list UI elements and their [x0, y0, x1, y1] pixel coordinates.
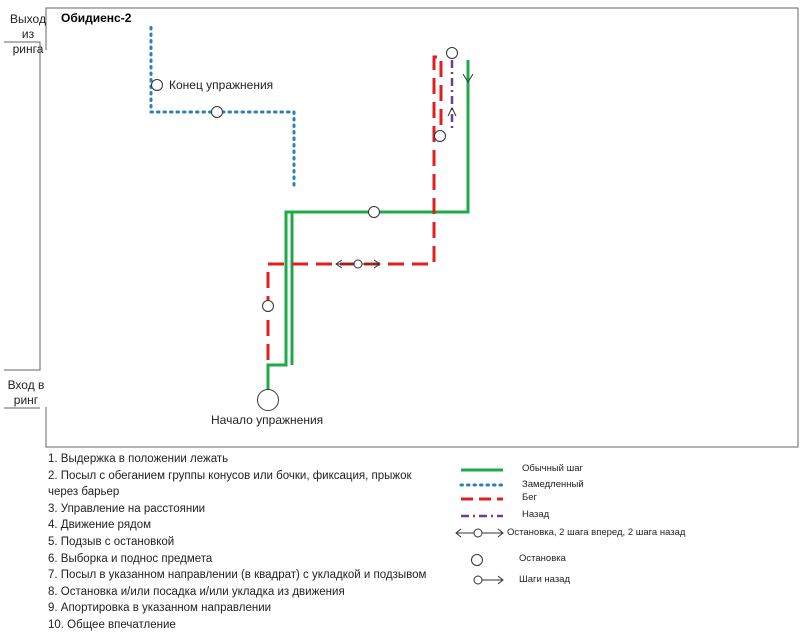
route-slow-walk [151, 27, 294, 185]
list-item: 3. Управление на расстоянии [48, 502, 206, 515]
exercise-list [48, 451, 426, 634]
list-item: 7. Посыл в указанном направлении (в квадрат) с укладкой и подзывом [48, 569, 427, 582]
exit-bracket [4, 42, 40, 370]
entry-label-line-2: ринг [13, 393, 39, 407]
list-item: 10. Общее впечатление [48, 618, 176, 631]
stop-fwd-back-marker [354, 260, 362, 268]
legend-steps-back-label: Шаги назад [519, 574, 571, 585]
legend-stop-fwd-back-label: Остановка, 2 шага вперед, 2 шага назад [507, 527, 686, 538]
start-marker [258, 390, 279, 411]
list-item: 6. Выборка и поднос предмета [48, 552, 213, 565]
exit-label-line-2: ринга [12, 42, 44, 56]
list-item: 9. Апортировка в указанном направлении [48, 602, 272, 615]
page-title: Обидиенс-2 [61, 11, 132, 25]
list-item: 1. Выдержка в положении лежать [48, 453, 229, 465]
stop-marker [447, 48, 458, 59]
route-run [268, 57, 441, 360]
end-label: Конец упражнения [169, 78, 274, 92]
entry-label [4, 378, 48, 408]
legend-run-label: Бег [522, 492, 537, 503]
legend-stop-marker [472, 555, 483, 566]
legend-back-label: Назад [522, 509, 550, 520]
stop-marker [263, 301, 274, 312]
stop-marker [212, 107, 223, 118]
legend-stop-label: Остановка [519, 553, 566, 564]
stop-marker [152, 80, 163, 91]
list-item: 8. Остановка и/или посадка и/или укладка из движения [48, 585, 345, 598]
list-item: 5. Подзыв с остановкой [48, 535, 175, 548]
list-item: через барьер [48, 486, 120, 499]
route-normal-walk [268, 60, 468, 390]
legend-slow-label: Замедленный [522, 479, 584, 490]
stop-marker [369, 207, 380, 218]
list-item: 2. Посыл с обеганием группы конусов или бочки, фиксация, прыжок [48, 469, 412, 482]
start-label: Начало упражнения [211, 413, 324, 427]
list-item: 4. Движение рядом [48, 519, 152, 532]
exit-label [4, 12, 52, 57]
legend-normal-label: Обычный шаг [522, 463, 583, 474]
legend-steps-back-marker [474, 576, 482, 584]
entry-label-line-1: Вход в [7, 378, 45, 392]
exit-label-line-1: Выход из [10, 12, 46, 41]
stop-marker [435, 131, 446, 142]
legend-stop-fwd-back-marker [474, 529, 482, 537]
ring-border [46, 8, 798, 447]
